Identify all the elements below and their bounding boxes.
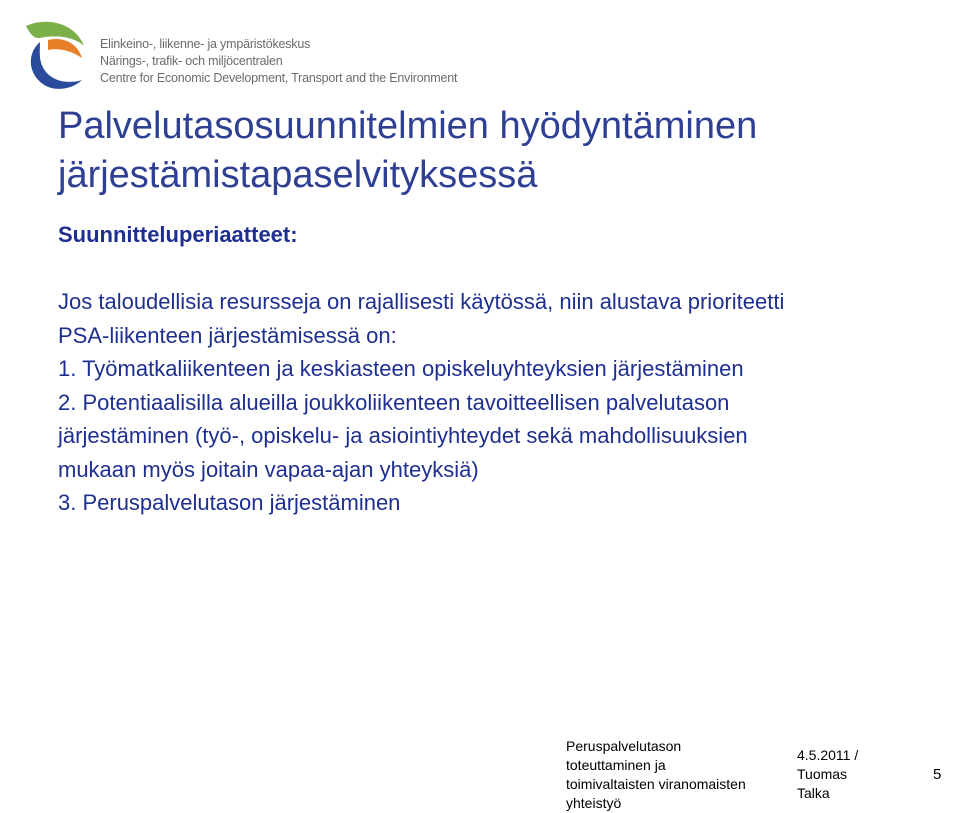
- slide-body: [58, 285, 958, 520]
- footer-author: Talka: [797, 785, 830, 801]
- priority-item-1: 1. Työmatkaliikenteen ja keskiasteen opiskeluyhteyksien järjestäminen: [58, 356, 744, 381]
- body-line: Jos taloudellisia resursseja on rajallisesti käytössä, niin alustava prioriteetti: [58, 289, 785, 314]
- priority-item-2-continued: mukaan myös joitain vapaa-ajan yhteyksiä): [58, 456, 479, 482]
- slide-title: [58, 102, 757, 200]
- page-number: 5: [933, 766, 942, 783]
- section-heading: Suunnitteluperiaatteet:: [58, 222, 298, 247]
- organization-name-en: Centre for Economic Development, Transport and the Environment: [100, 71, 458, 85]
- footer-line: toimivaltaisten viranomaisten: [566, 776, 746, 792]
- footer-date: 4.5.2011 /: [797, 747, 859, 763]
- organization-name: [100, 36, 457, 87]
- footer-line: toteuttaminen ja: [566, 757, 666, 773]
- priority-item-3: 3. Peruspalvelutason järjestäminen: [58, 490, 401, 515]
- footer-presentation-title: [566, 737, 746, 813]
- priority-item-2: 2. Potentiaalisilla alueilla joukkoliikenteen tavoitteellisen palvelutason: [58, 389, 730, 415]
- footer-date-author: [797, 746, 858, 803]
- body-line: PSA-liikenteen järjestämisessä on:: [58, 322, 397, 348]
- footer-author: Tuomas: [797, 766, 848, 782]
- organization-name-fi: Elinkeino-, liikenne- ja ympäristökeskus: [100, 37, 311, 51]
- slide-title-line: Palvelutasosuunnitelmien hyödyntäminen: [58, 105, 758, 147]
- priority-item-2-continued: järjestäminen (työ-, opiskelu- ja asiointiyhteydet sekä mahdollisuuksien: [58, 423, 748, 448]
- ely-centre-logo-icon: [18, 14, 92, 92]
- organization-name-sv: Närings-, trafik- och miljöcentralen: [100, 54, 283, 68]
- slide-title-line: järjestämistapaselvityksessä: [58, 154, 538, 196]
- footer-line: yhteistyö: [566, 795, 622, 811]
- footer-line: Peruspalvelutason: [566, 738, 682, 754]
